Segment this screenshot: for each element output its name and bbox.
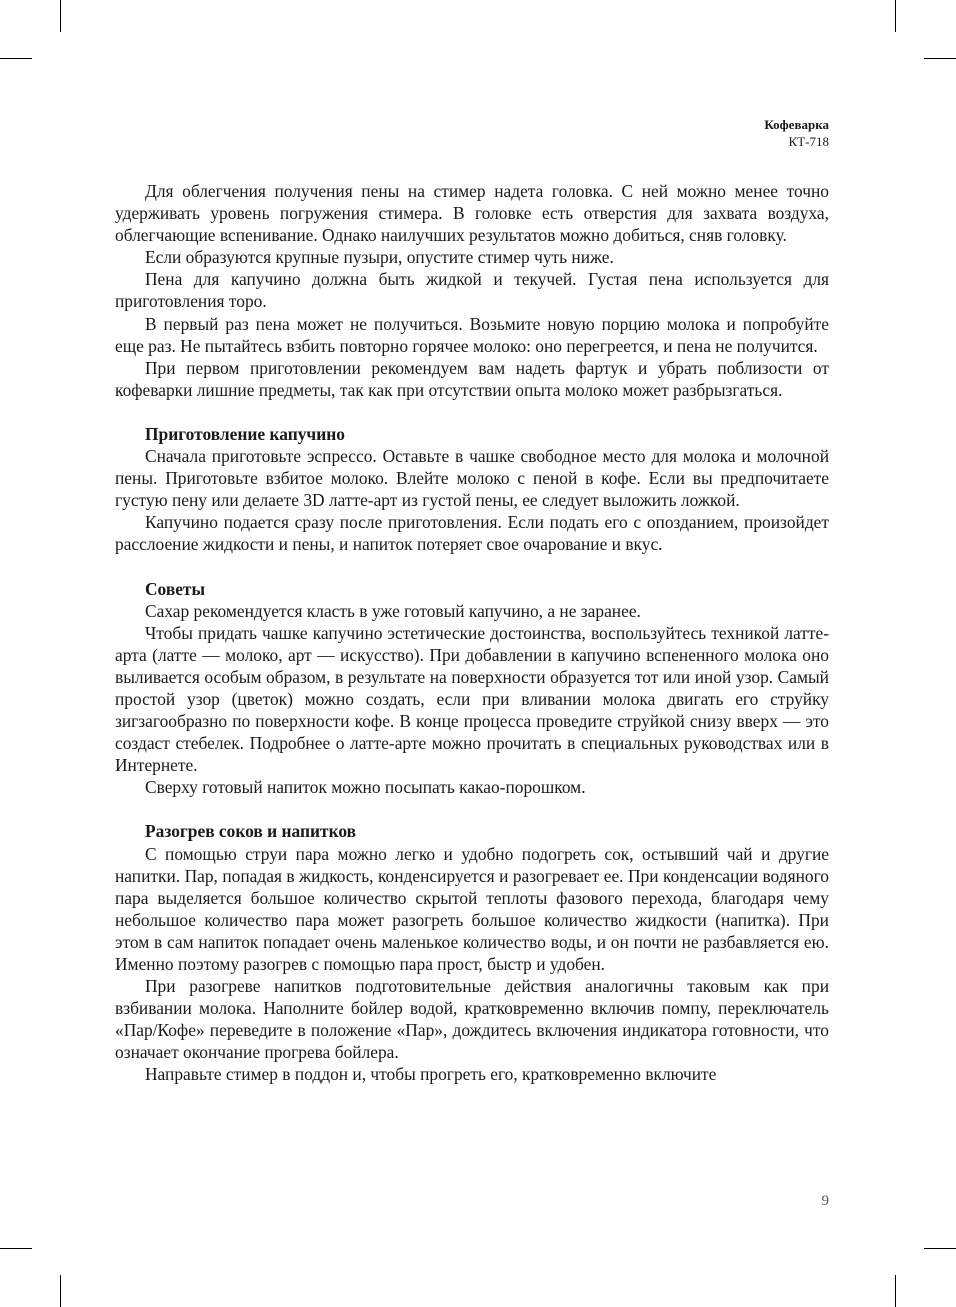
paragraph: При первом приготовлении рекомендуем вам надеть фартук и убрать поблизости от кофеварки лишние предметы, так как при отсутствии опыта молоко может разбрызгаться. — [115, 357, 829, 400]
paragraph: В первый раз пена может не получиться. Возьмите новую порцию молока и попробуйте еще раз. Не пытайтесь взбить повторно горячее молоко: оно перегреется, и пена не получится. — [115, 313, 829, 356]
running-head — [764, 116, 829, 150]
paragraph: Для облегчения получения пены на стимер надета головка. С ней можно менее точно удерживать уровень погружения стимера. В головке есть отверстия для захвата воздуха, облегчающие вспенивание. Однако наилучших результатов можно добиться, сняв головку. — [115, 181, 829, 246]
crop-mark-bottom-left — [60, 1275, 61, 1307]
crop-mark-top-left-h — [0, 58, 32, 59]
crop-mark-bottom-right-h — [924, 1248, 956, 1249]
section-heading-cappuccino: Приготовление капучино — [145, 423, 345, 444]
crop-mark-top-right — [895, 0, 896, 32]
paragraph: Сверху готовый напиток можно посыпать какао-порошком. — [145, 777, 586, 798]
running-head-model: КТ-718 — [788, 134, 829, 149]
paragraph: Сахар рекомендуется класть в уже готовый капучино, а не заранее. — [145, 600, 641, 621]
crop-mark-top-left — [60, 0, 61, 32]
section-heading-tips: Советы — [145, 578, 206, 599]
crop-mark-bottom-left-h — [0, 1248, 32, 1249]
paragraph: Направьте стимер в поддон и, чтобы прогреть его, кратковременно включите — [145, 1064, 717, 1085]
crop-mark-top-right-h — [924, 58, 956, 59]
paragraph: Капучино подается сразу после приготовления. Если подать его с опозданием, произойдет расслоение жидкости и пены, и напиток потеряет свое очарование и вкус. — [115, 512, 829, 555]
running-head-product: Кофеварка — [764, 117, 829, 132]
paragraph: При разогреве напитков подготовительные действия аналогичны таковым как при взбивании молока. Наполните бойлер водой, кратковременно включив помпу, переключатель «Пар/Кофе» переведите в положение «Пар», дождитесь включения индикатора готовности, что означает окончание прогрева бойлера. — [115, 976, 829, 1063]
paragraph: Пена для капучино должна быть жидкой и текучей. Густая пена используется для приготовления торо. — [115, 269, 829, 312]
page-body — [115, 180, 829, 1086]
crop-mark-bottom-right — [895, 1275, 896, 1307]
paragraph: Чтобы придать чашке капучино эстетические достоинства, воспользуйтесь техникой латте-арта (латте — молоко, арт — искусство). При добавлении в капучино вспененного молока оно выливается особым образом, в результате на поверхности образуется тот или иной узор. Самый простой узор (цветок) можно создать, если при вливании молока двигать его струйку зигзагообразно по поверхности кофе. В конце процесса проведите струйкой снизу вверх — это создаст стебелек. Подробнее о латте-арте можно прочитать в специальных руководствах или в Интернете. — [115, 622, 829, 776]
paragraph: Если образуются крупные пузыри, опустите стимер чуть ниже. — [145, 247, 614, 268]
section-heading-heating: Разогрев соков и напитков — [145, 821, 357, 842]
page-number: 9 — [821, 1193, 829, 1209]
paragraph: Сначала приготовьте эспрессо. Оставьте в чашке свободное место для молока и молочной пены. Приготовьте взбитое молоко. Влейте молоко с пеной в кофе. Если вы предпочитаете густую пену или делаете 3D латте-арт из густой пены, ее следует выложить ложкой. — [115, 446, 829, 511]
paragraph: С помощью струи пара можно легко и удобно подогреть сок, остывший чай и другие напитки. Пар, попадая в жидкость, конденсируется и разогревает ее. При конденсации водяного пара выделяется большое количество скрытой теплоты фазового перехода, благодаря чему небольшое количество пара может разогреть большое количество жидкости (напитка). При этом в сам напиток попадает очень маленькое количество воды, и он почти не разбавляется ею. Именно поэтому разогрев с помощью пара прост, быстр и удобен. — [115, 843, 829, 974]
